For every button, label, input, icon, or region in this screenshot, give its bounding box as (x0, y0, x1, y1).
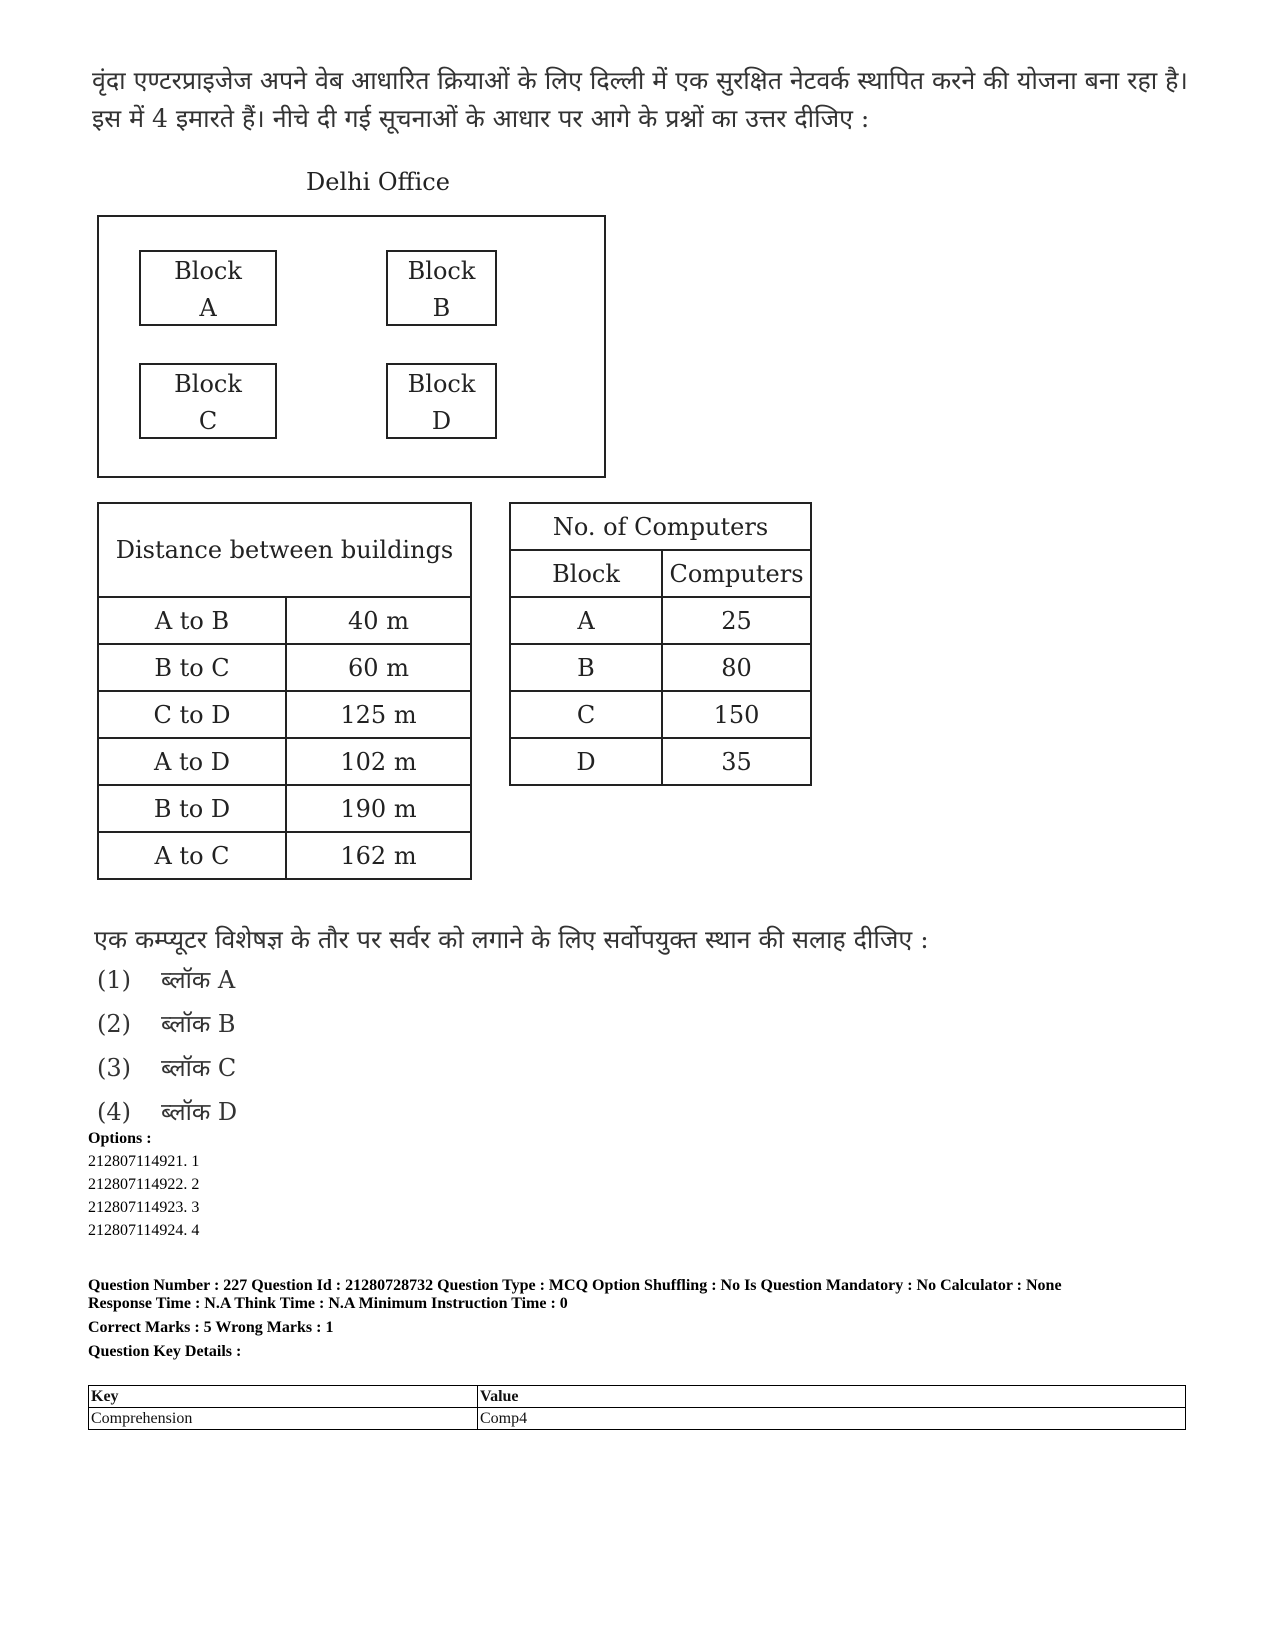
choice-text: ब्लॉक C (161, 1054, 237, 1082)
computers-count: 35 (662, 738, 811, 785)
office-diagram (97, 215, 606, 478)
computers-count: 25 (662, 597, 811, 644)
distance-pair: C to D (98, 691, 286, 738)
block-b-letter: B (432, 294, 451, 322)
computers-col-computers: Computers (662, 550, 811, 597)
block-d-word: Block (407, 370, 476, 398)
value-cell: Comp4 (478, 1408, 1186, 1430)
block-a-word: Block (174, 257, 242, 285)
block-a-letter: A (199, 294, 217, 322)
choice-item (97, 1095, 237, 1128)
key-details-label: Question Key Details : (88, 1343, 242, 1360)
table-row (89, 1408, 1186, 1430)
question-meta-line-1: Question Number : 227 Question Id : 21280728732 Question Type : MCQ Option Shuffling : No Is Question Mandatory : No Calculator : None (88, 1277, 1062, 1294)
key-cell: Comprehension (89, 1408, 478, 1430)
distance-pair: A to C (98, 832, 286, 879)
choice-number: (4) (97, 1098, 131, 1126)
computers-block: B (510, 644, 662, 691)
distance-value: 125 m (286, 691, 471, 738)
block-b (386, 250, 497, 326)
option-item: 212807114923. 3 (88, 1199, 200, 1216)
computers-count: 80 (662, 644, 811, 691)
distance-header: Distance between buildings (98, 503, 471, 597)
marks-line: Correct Marks : 5 Wrong Marks : 1 (88, 1319, 334, 1336)
computers-count: 150 (662, 691, 811, 738)
distance-pair: B to C (98, 644, 286, 691)
choice-text: ब्लॉक A (161, 966, 236, 994)
option-item: 212807114922. 2 (88, 1176, 200, 1193)
intro-line-1: वृंदा एण्टरप्राइजेज अपने वेब आधारित क्रियाओं के लिए दिल्ली में एक सुरक्षित नेटवर्क स्थापित करने की योजना बना रहा है। (92, 66, 1188, 95)
block-d-letter: D (431, 407, 452, 435)
distance-pair: A to D (98, 738, 286, 785)
computers-block: D (510, 738, 662, 785)
table-row (510, 597, 811, 644)
distance-value: 40 m (286, 597, 471, 644)
choice-number: (1) (97, 966, 131, 994)
choice-text: ब्लॉक B (161, 1010, 236, 1038)
options-label: Options : (88, 1130, 152, 1147)
computers-table (509, 502, 812, 786)
table-row (98, 738, 471, 785)
table-row (510, 644, 811, 691)
distance-pair: A to B (98, 597, 286, 644)
intro-line-2: इस में 4 इमारते हैं। नीचे दी गई सूचनाओं के आधार पर आगे के प्रश्नों का उत्तर दीजिए : (92, 104, 870, 133)
key-header: Key (89, 1386, 478, 1408)
table-row (510, 738, 811, 785)
question-text: एक कम्प्यूटर विशेषज्ञ के तौर पर सर्वर को लगाने के लिए सर्वोपयुक्त स्थान की सलाह दीजिए : (94, 925, 929, 954)
choice-item (97, 1051, 236, 1084)
choice-item (97, 1007, 236, 1040)
choice-number: (2) (97, 1010, 131, 1038)
table-row (89, 1386, 1186, 1408)
option-item: 212807114924. 4 (88, 1222, 200, 1239)
block-c (139, 363, 277, 439)
diagram-title: Delhi Office (306, 168, 450, 196)
table-row (98, 785, 471, 832)
block-d (386, 363, 497, 439)
computers-header: No. of Computers (510, 503, 811, 550)
block-b-word: Block (407, 257, 476, 285)
computers-col-block: Block (510, 550, 662, 597)
table-row (98, 597, 471, 644)
key-details-table (88, 1385, 1186, 1430)
table-row (98, 644, 471, 691)
table-row (98, 832, 471, 879)
block-c-letter: C (198, 407, 218, 435)
distance-value: 162 m (286, 832, 471, 879)
block-a (139, 250, 277, 326)
computers-block: A (510, 597, 662, 644)
table-row (98, 691, 471, 738)
choice-text: ब्लॉक D (161, 1098, 238, 1126)
choice-item (97, 963, 235, 996)
table-row (510, 691, 811, 738)
question-meta-line-2: Response Time : N.A Think Time : N.A Minimum Instruction Time : 0 (88, 1295, 568, 1312)
distance-pair: B to D (98, 785, 286, 832)
distance-table (97, 502, 472, 880)
computers-block: C (510, 691, 662, 738)
distance-value: 190 m (286, 785, 471, 832)
option-item: 212807114921. 1 (88, 1153, 200, 1170)
value-header: Value (478, 1386, 1186, 1408)
intro-text (92, 62, 1242, 138)
block-c-word: Block (174, 370, 242, 398)
distance-value: 60 m (286, 644, 471, 691)
choice-number: (3) (97, 1054, 131, 1082)
distance-value: 102 m (286, 738, 471, 785)
